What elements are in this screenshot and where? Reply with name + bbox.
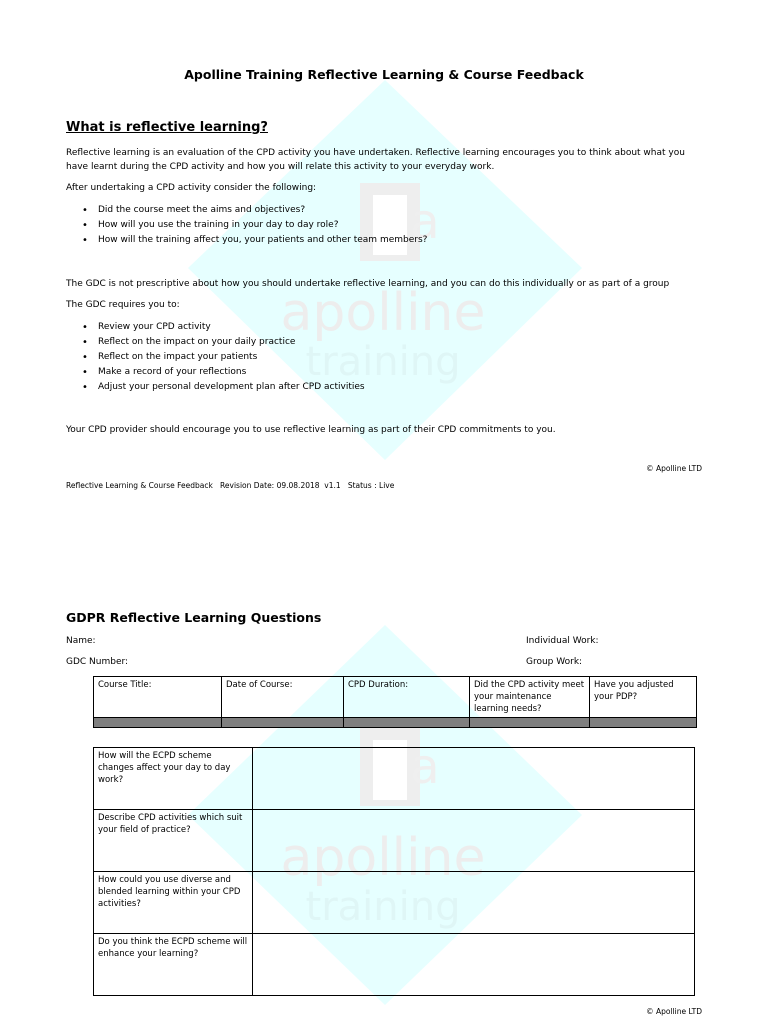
list-item: • Reflect on the impact your patients	[66, 350, 365, 365]
requires-list	[66, 320, 365, 395]
gdc-number-label: GDC Number:	[66, 657, 129, 667]
cpd-duration-cell[interactable]	[344, 718, 470, 728]
copyright-2: © Apolline LTD	[646, 1007, 702, 1016]
question-label: How could you use diverse and blended learning within your CPD activities?	[94, 872, 253, 934]
gdc-not-prescriptive: The GDC is not prescriptive about how you should undertake reflective learning, and you can do this individually or as part of a group	[66, 279, 670, 289]
question-label: How will the ECPD scheme changes affect your day to day work?	[94, 748, 253, 810]
page-footer: Reflective Learning & Course Feedback Revision Date: 09.08.2018 v1.1 Status : Live	[66, 481, 395, 490]
question-label: Describe CPD activities which suit your field of practice?	[94, 810, 253, 872]
watermark-word-training: training	[305, 339, 461, 385]
course-title-cell[interactable]	[94, 718, 222, 728]
provider-text: Your CPD provider should encourage you to use reflective learning as part of their CPD commitments to you.	[66, 425, 556, 435]
list-item: • Adjust your personal development plan after CPD activities	[66, 380, 365, 395]
answer-cell[interactable]	[253, 934, 695, 996]
intro-paragraph: Reflective learning is an evaluation of the CPD activity you have undertaken. Reflective learning encourages you to think about what you have learnt during the CPD activity and how you will relate this activity to your everyday work.	[66, 148, 685, 172]
maintenance-needs-cell[interactable]	[470, 718, 590, 728]
questions-title: GDPR Reflective Learning Questions	[66, 610, 322, 625]
answer-cell[interactable]	[253, 748, 695, 810]
name-label: Name:	[66, 636, 96, 646]
questions-table	[93, 747, 695, 996]
gdc-requires-text: The GDC requires you to:	[66, 300, 180, 310]
answer-cell[interactable]	[253, 872, 695, 934]
pdp-cell[interactable]	[590, 718, 697, 728]
page-title: Apolline Training Reflective Learning & Course Feedback	[184, 67, 584, 82]
cpd-duration-header: CPD Duration:	[344, 677, 470, 718]
watermark-word-apolline: apolline	[280, 283, 486, 343]
watermark-letter-2: a	[410, 739, 440, 795]
course-table	[93, 676, 697, 728]
maintenance-needs-header: Did the CPD activity meet your maintenance learning needs?	[470, 677, 590, 718]
date-of-course-cell[interactable]	[222, 718, 344, 728]
pdp-header: Have you adjusted your PDP?	[590, 677, 697, 718]
list-item: • How will you use the training in your day to day role?	[66, 218, 427, 233]
section-heading: What is reflective learning?	[66, 120, 268, 135]
watermark-word-apolline-2: apolline	[280, 828, 486, 888]
list-item: • Did the course meet the aims and objectives?	[66, 203, 427, 218]
consider-list	[66, 203, 427, 248]
list-item: • Review your CPD activity	[66, 320, 365, 335]
individual-work-label: Individual Work:	[526, 636, 599, 646]
group-work-label: Group Work:	[526, 657, 583, 667]
consider-text: After undertaking a CPD activity consider the following:	[66, 183, 317, 193]
question-label: Do you think the ECPD scheme will enhance your learning?	[94, 934, 253, 996]
watermark-letter: a	[410, 194, 440, 250]
list-item: • Reflect on the impact on your daily practice	[66, 335, 365, 350]
list-item: • Make a record of your reflections	[66, 365, 365, 380]
date-of-course-header: Date of Course:	[222, 677, 344, 718]
list-item: • How will the training affect you, your patients and other team members?	[66, 233, 427, 248]
answer-cell[interactable]	[253, 810, 695, 872]
watermark-word-training-2: training	[305, 884, 461, 930]
copyright: © Apolline LTD	[646, 464, 702, 473]
course-title-header: Course Title:	[94, 677, 222, 718]
